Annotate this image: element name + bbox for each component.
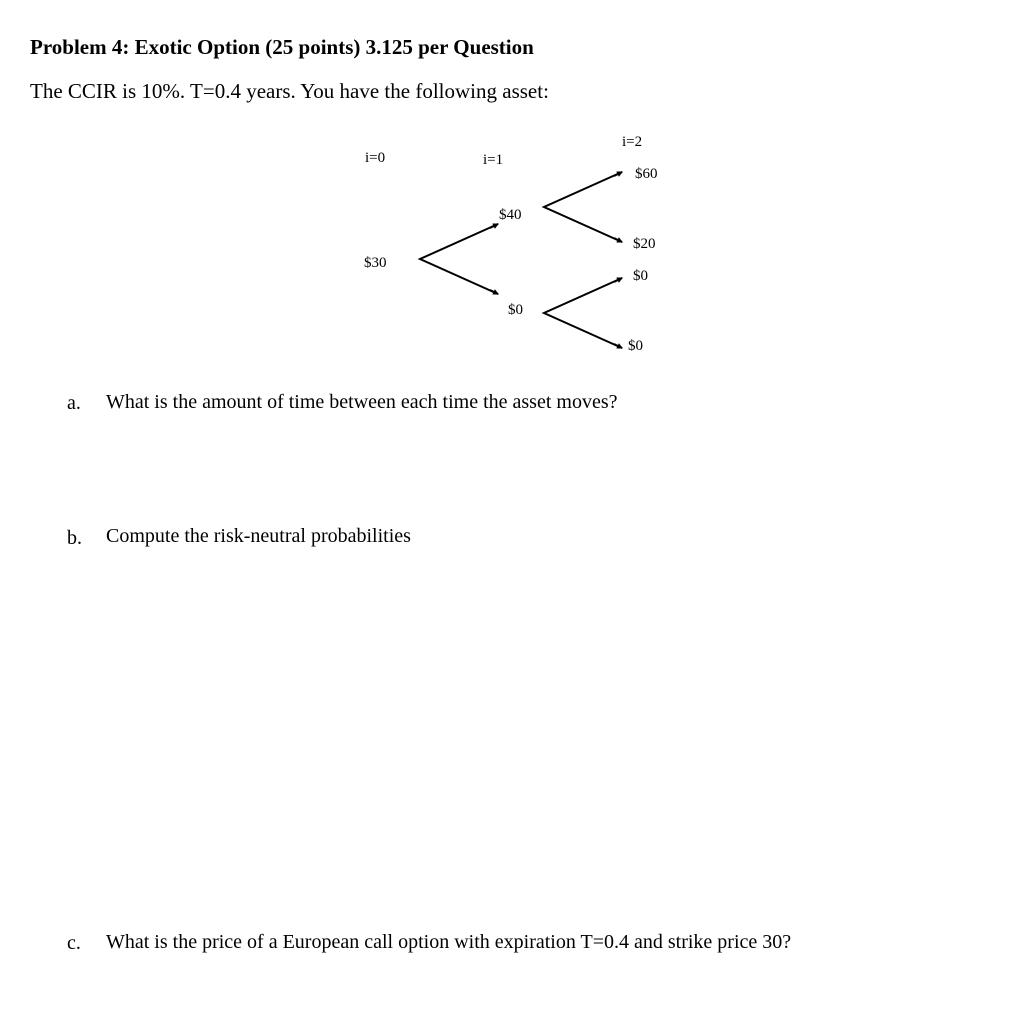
question-b-letter: b. xyxy=(67,527,82,549)
node-ud-value: $20 xyxy=(633,236,656,252)
question-a-letter: a. xyxy=(67,392,81,414)
node-root-value: $30 xyxy=(364,255,387,271)
node-up-value: $40 xyxy=(499,207,522,223)
step-label-i2: i=2 xyxy=(622,134,643,150)
question-c-letter: c. xyxy=(67,932,81,954)
problem-intro: The CCIR is 10%. T=0.4 years. You have the following asset: xyxy=(30,79,549,103)
node-du-value: $0 xyxy=(633,268,648,284)
question-b-text: Compute the risk-neutral probabilities xyxy=(106,525,411,547)
branch-root xyxy=(420,224,498,294)
branch-up-node xyxy=(544,172,622,242)
problem-title: Problem 4: Exotic Option (25 points) 3.125 per Question xyxy=(30,35,534,59)
question-c-text: What is the price of a European call option with expiration T=0.4 and strike price 30? xyxy=(106,931,792,953)
step-label-i0: i=0 xyxy=(365,150,386,166)
question-a-text: What is the amount of time between each time the asset moves? xyxy=(106,391,618,413)
step-label-i1: i=1 xyxy=(483,152,504,168)
branch-down-node xyxy=(544,278,622,348)
node-down-value: $0 xyxy=(508,302,523,318)
node-dd-value: $0 xyxy=(628,338,643,354)
node-uu-value: $60 xyxy=(635,166,658,182)
